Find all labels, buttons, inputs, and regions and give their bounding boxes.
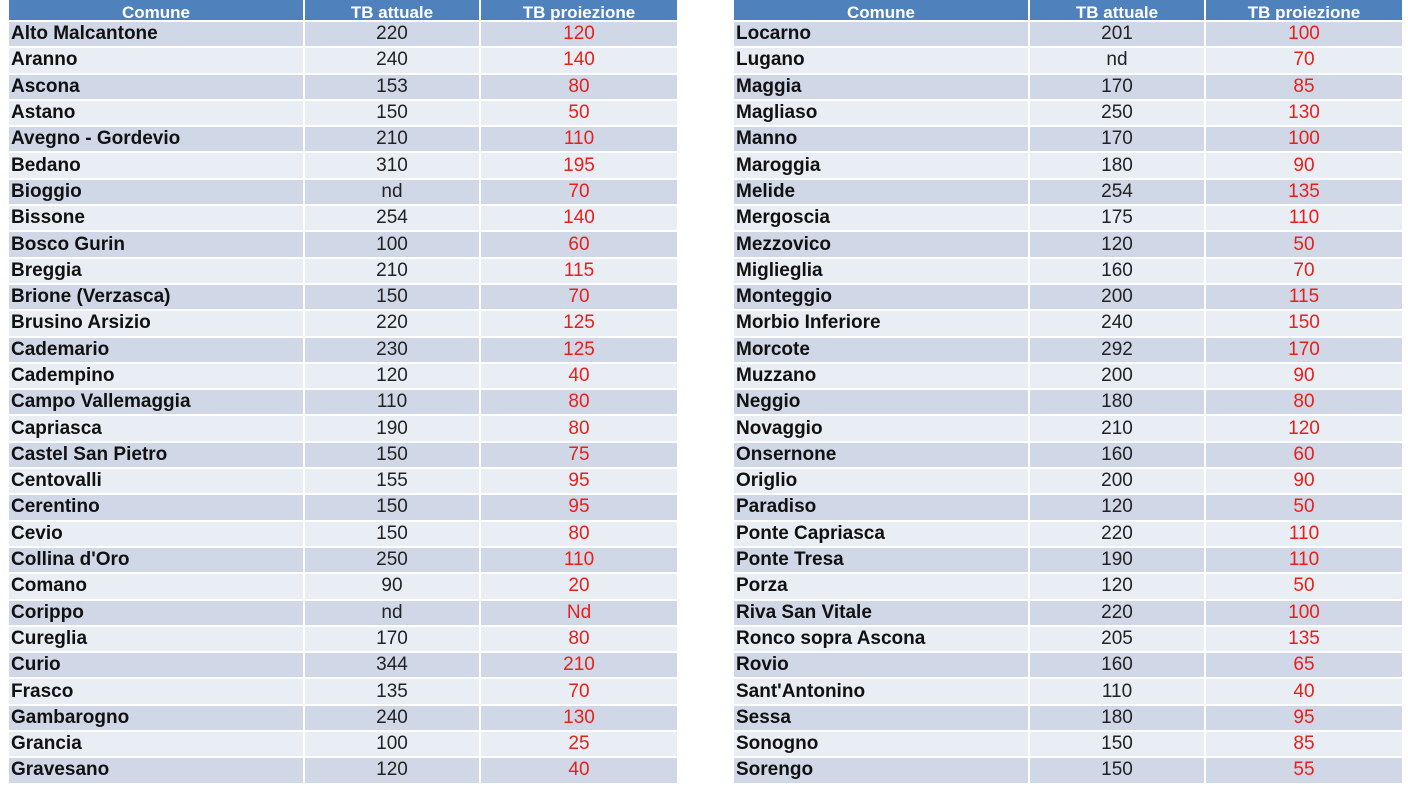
tb-proiezione-cell: 95 [481, 495, 677, 519]
tb-attuale-cell: 100 [305, 232, 479, 256]
tb-attuale-cell: 220 [1030, 522, 1204, 546]
comune-cell: Ponte Tresa [734, 548, 1028, 572]
comune-cell: Maggia [734, 75, 1028, 99]
tb-proiezione-cell: 70 [481, 679, 677, 703]
tb-proiezione-cell: 90 [1206, 364, 1402, 388]
tb-attuale-cell: 292 [1030, 338, 1204, 362]
table-row [9, 206, 677, 230]
comune-cell: Cadempino [9, 364, 303, 388]
header-tb-attuale: TB attuale [305, 0, 479, 20]
tb-attuale-cell: 250 [1030, 101, 1204, 125]
comune-cell: Collina d'Oro [9, 548, 303, 572]
tb-attuale-cell: 155 [305, 469, 479, 493]
table-row [734, 627, 1402, 651]
tb-attuale-cell: 240 [305, 48, 479, 72]
tb-proiezione-cell: 110 [1206, 206, 1402, 230]
tb-proiezione-cell: 60 [1206, 443, 1402, 467]
table-row [734, 101, 1402, 125]
tb-proiezione-cell: 100 [1206, 127, 1402, 151]
comune-cell: Gravesano [9, 758, 303, 782]
table-row [9, 574, 677, 598]
table-row [9, 390, 677, 414]
comune-cell: Cademario [9, 338, 303, 362]
tb-attuale-cell: 90 [305, 574, 479, 598]
tb-attuale-cell: 220 [305, 311, 479, 335]
table-row [734, 285, 1402, 309]
tb-attuale-cell: 210 [305, 259, 479, 283]
right-table-body [734, 22, 1402, 783]
header-comune: Comune [734, 0, 1028, 20]
tb-proiezione-cell: 130 [1206, 101, 1402, 125]
comune-cell: Morbio Inferiore [734, 311, 1028, 335]
tb-attuale-cell: 200 [1030, 285, 1204, 309]
comune-cell: Brione (Verzasca) [9, 285, 303, 309]
tb-proiezione-cell: 80 [1206, 390, 1402, 414]
tb-attuale-cell: 150 [305, 443, 479, 467]
left-table [7, 0, 679, 785]
table-row [9, 679, 677, 703]
tb-attuale-cell: 240 [305, 706, 479, 730]
comune-cell: Maroggia [734, 153, 1028, 177]
table-row [9, 469, 677, 493]
tb-proiezione-cell: 135 [1206, 180, 1402, 204]
tb-proiezione-cell: 90 [1206, 469, 1402, 493]
tb-attuale-cell: 150 [305, 495, 479, 519]
comune-cell: Onsernone [734, 443, 1028, 467]
tb-proiezione-cell: 20 [481, 574, 677, 598]
tb-proiezione-cell: 70 [481, 180, 677, 204]
comune-cell: Sessa [734, 706, 1028, 730]
comune-cell: Corippo [9, 601, 303, 625]
table-row [9, 364, 677, 388]
tb-attuale-cell: 120 [1030, 232, 1204, 256]
tb-attuale-cell: 170 [1030, 75, 1204, 99]
table-row [734, 416, 1402, 440]
comune-cell: Miglieglia [734, 259, 1028, 283]
comune-cell: Bioggio [9, 180, 303, 204]
tb-proiezione-cell: 120 [481, 22, 677, 46]
comune-cell: Bosco Gurin [9, 232, 303, 256]
comune-cell: Ascona [9, 75, 303, 99]
table-row [9, 180, 677, 204]
table-row [9, 548, 677, 572]
tb-attuale-cell: 210 [1030, 416, 1204, 440]
tb-proiezione-cell: 95 [481, 469, 677, 493]
comune-cell: Novaggio [734, 416, 1028, 440]
tb-attuale-cell: 160 [1030, 443, 1204, 467]
tb-attuale-cell: 170 [305, 627, 479, 651]
table-row [9, 285, 677, 309]
table-row [734, 153, 1402, 177]
tb-proiezione-cell: 40 [481, 758, 677, 782]
comune-cell: Curio [9, 653, 303, 677]
comune-cell: Cerentino [9, 495, 303, 519]
tb-proiezione-cell: 135 [1206, 627, 1402, 651]
comune-cell: Ponte Capriasca [734, 522, 1028, 546]
table-row [734, 364, 1402, 388]
table-row [734, 48, 1402, 72]
table-row [734, 653, 1402, 677]
table-row [9, 311, 677, 335]
comune-cell: Mergoscia [734, 206, 1028, 230]
right-table [732, 0, 1404, 785]
tb-proiezione-cell: 85 [1206, 75, 1402, 99]
table-row [9, 627, 677, 651]
table-row [734, 22, 1402, 46]
table-row [9, 601, 677, 625]
table-row [734, 548, 1402, 572]
tb-proiezione-cell: 60 [481, 232, 677, 256]
tb-attuale-cell: 180 [1030, 153, 1204, 177]
table-row [9, 758, 677, 782]
comune-cell: Frasco [9, 679, 303, 703]
tb-attuale-cell: 153 [305, 75, 479, 99]
table-row [9, 153, 677, 177]
tb-proiezione-cell: 50 [1206, 495, 1402, 519]
tb-attuale-cell: 120 [305, 364, 479, 388]
tb-proiezione-cell: 115 [1206, 285, 1402, 309]
tb-attuale-cell: 220 [305, 22, 479, 46]
tb-proiezione-cell: 80 [481, 416, 677, 440]
tb-attuale-cell: 150 [305, 522, 479, 546]
table-row [734, 443, 1402, 467]
tb-attuale-cell: nd [305, 180, 479, 204]
table-row [9, 259, 677, 283]
comune-cell: Origlio [734, 469, 1028, 493]
table-row [734, 232, 1402, 256]
comune-cell: Campo Vallemaggia [9, 390, 303, 414]
tb-proiezione-cell: 85 [1206, 732, 1402, 756]
tb-attuale-cell: 201 [1030, 22, 1204, 46]
table-row [9, 706, 677, 730]
comune-cell: Breggia [9, 259, 303, 283]
tb-proiezione-cell: 50 [1206, 574, 1402, 598]
tb-attuale-cell: 310 [305, 153, 479, 177]
tb-proiezione-cell: 130 [481, 706, 677, 730]
tb-attuale-cell: 100 [305, 732, 479, 756]
tb-attuale-cell: 160 [1030, 653, 1204, 677]
comune-cell: Avegno - Gordevio [9, 127, 303, 151]
table-row [734, 75, 1402, 99]
table-row [734, 338, 1402, 362]
tb-attuale-cell: 150 [1030, 732, 1204, 756]
left-table-header-row [9, 0, 677, 20]
tb-proiezione-cell: 50 [481, 101, 677, 125]
tb-attuale-cell: 160 [1030, 259, 1204, 283]
tb-proiezione-cell: 50 [1206, 232, 1402, 256]
tb-attuale-cell: 254 [305, 206, 479, 230]
table-row [9, 101, 677, 125]
header-tb-proiezione: TB proiezione [1206, 0, 1402, 20]
tb-attuale-cell: 180 [1030, 706, 1204, 730]
comune-cell: Ronco sopra Ascona [734, 627, 1028, 651]
comune-cell: Morcote [734, 338, 1028, 362]
comune-cell: Bissone [9, 206, 303, 230]
table-row [734, 259, 1402, 283]
table-row [9, 653, 677, 677]
tb-attuale-cell: 180 [1030, 390, 1204, 414]
comune-cell: Sonogno [734, 732, 1028, 756]
tb-attuale-cell: 220 [1030, 601, 1204, 625]
comune-cell: Cureglia [9, 627, 303, 651]
comune-cell: Monteggio [734, 285, 1028, 309]
comune-cell: Manno [734, 127, 1028, 151]
table-row [9, 127, 677, 151]
tb-proiezione-cell: 80 [481, 627, 677, 651]
tb-attuale-cell: 344 [305, 653, 479, 677]
tb-proiezione-cell: 125 [481, 311, 677, 335]
comune-cell: Capriasca [9, 416, 303, 440]
comune-cell: Sant'Antonino [734, 679, 1028, 703]
tb-attuale-cell: 250 [305, 548, 479, 572]
table-row [9, 416, 677, 440]
tb-proiezione-cell: 25 [481, 732, 677, 756]
table-row [9, 75, 677, 99]
table-row [734, 469, 1402, 493]
table-row [734, 601, 1402, 625]
table-row [734, 495, 1402, 519]
comune-cell: Porza [734, 574, 1028, 598]
comune-cell: Mezzovico [734, 232, 1028, 256]
tb-proiezione-cell: 195 [481, 153, 677, 177]
tb-proiezione-cell: 110 [1206, 522, 1402, 546]
tb-attuale-cell: 120 [1030, 574, 1204, 598]
table-row [9, 338, 677, 362]
tb-proiezione-cell: 90 [1206, 153, 1402, 177]
tb-proiezione-cell: 150 [1206, 311, 1402, 335]
tb-attuale-cell: 200 [1030, 469, 1204, 493]
table-row [734, 758, 1402, 782]
tb-attuale-cell: 150 [305, 285, 479, 309]
tb-attuale-cell: 110 [305, 390, 479, 414]
tb-proiezione-cell: 140 [481, 48, 677, 72]
tb-proiezione-cell: 80 [481, 390, 677, 414]
comune-cell: Astano [9, 101, 303, 125]
tb-attuale-cell: 120 [1030, 495, 1204, 519]
tb-attuale-cell: 110 [1030, 679, 1204, 703]
tb-proiezione-cell: 70 [481, 285, 677, 309]
comune-cell: Rovio [734, 653, 1028, 677]
comune-cell: Cevio [9, 522, 303, 546]
left-table-body [9, 22, 677, 783]
tb-attuale-cell: 135 [305, 679, 479, 703]
comune-cell: Bedano [9, 153, 303, 177]
header-comune: Comune [9, 0, 303, 20]
comune-cell: Muzzano [734, 364, 1028, 388]
comune-cell: Lugano [734, 48, 1028, 72]
tb-attuale-cell: 190 [1030, 548, 1204, 572]
table-row [734, 522, 1402, 546]
tb-proiezione-cell: Nd [481, 601, 677, 625]
right-table-header-row [734, 0, 1402, 20]
tb-proiezione-cell: 80 [481, 75, 677, 99]
tb-proiezione-cell: 40 [481, 364, 677, 388]
comune-cell: Brusino Arsizio [9, 311, 303, 335]
table-row [734, 732, 1402, 756]
table-row [9, 522, 677, 546]
tb-proiezione-cell: 125 [481, 338, 677, 362]
comune-cell: Grancia [9, 732, 303, 756]
tb-proiezione-cell: 75 [481, 443, 677, 467]
tb-proiezione-cell: 110 [1206, 548, 1402, 572]
header-tb-proiezione: TB proiezione [481, 0, 677, 20]
tb-proiezione-cell: 115 [481, 259, 677, 283]
tb-attuale-cell: nd [1030, 48, 1204, 72]
tb-attuale-cell: nd [305, 601, 479, 625]
tb-proiezione-cell: 65 [1206, 653, 1402, 677]
tb-attuale-cell: 210 [305, 127, 479, 151]
table-row [9, 732, 677, 756]
tb-proiezione-cell: 100 [1206, 22, 1402, 46]
table-row [9, 232, 677, 256]
comune-cell: Melide [734, 180, 1028, 204]
comune-cell: Comano [9, 574, 303, 598]
tb-proiezione-cell: 70 [1206, 259, 1402, 283]
table-row [734, 127, 1402, 151]
table-row [734, 706, 1402, 730]
tb-proiezione-cell: 170 [1206, 338, 1402, 362]
comune-cell: Sorengo [734, 758, 1028, 782]
comune-cell: Paradiso [734, 495, 1028, 519]
tb-proiezione-cell: 80 [481, 522, 677, 546]
tb-attuale-cell: 190 [305, 416, 479, 440]
tb-proiezione-cell: 100 [1206, 601, 1402, 625]
tb-proiezione-cell: 120 [1206, 416, 1402, 440]
table-row [734, 390, 1402, 414]
tb-attuale-cell: 254 [1030, 180, 1204, 204]
comune-cell: Gambarogno [9, 706, 303, 730]
tb-proiezione-cell: 210 [481, 653, 677, 677]
tb-attuale-cell: 150 [1030, 758, 1204, 782]
table-row [9, 22, 677, 46]
table-row [734, 311, 1402, 335]
comune-cell: Alto Malcantone [9, 22, 303, 46]
header-tb-attuale: TB attuale [1030, 0, 1204, 20]
tb-attuale-cell: 175 [1030, 206, 1204, 230]
comune-cell: Neggio [734, 390, 1028, 414]
comune-cell: Locarno [734, 22, 1028, 46]
table-row [734, 206, 1402, 230]
tb-proiezione-cell: 140 [481, 206, 677, 230]
tb-proiezione-cell: 110 [481, 127, 677, 151]
tb-proiezione-cell: 70 [1206, 48, 1402, 72]
tb-attuale-cell: 120 [305, 758, 479, 782]
tb-attuale-cell: 200 [1030, 364, 1204, 388]
tb-attuale-cell: 205 [1030, 627, 1204, 651]
comune-cell: Castel San Pietro [9, 443, 303, 467]
tb-attuale-cell: 170 [1030, 127, 1204, 151]
table-row [9, 48, 677, 72]
tb-attuale-cell: 240 [1030, 311, 1204, 335]
tb-proiezione-cell: 110 [481, 548, 677, 572]
tb-proiezione-cell: 40 [1206, 679, 1402, 703]
table-row [734, 180, 1402, 204]
table-row [9, 495, 677, 519]
tb-proiezione-cell: 95 [1206, 706, 1402, 730]
tb-attuale-cell: 230 [305, 338, 479, 362]
table-row [9, 443, 677, 467]
comune-cell: Riva San Vitale [734, 601, 1028, 625]
comune-cell: Centovalli [9, 469, 303, 493]
tb-proiezione-cell: 55 [1206, 758, 1402, 782]
tb-attuale-cell: 150 [305, 101, 479, 125]
table-row [734, 679, 1402, 703]
table-row [734, 574, 1402, 598]
comune-cell: Aranno [9, 48, 303, 72]
comune-cell: Magliaso [734, 101, 1028, 125]
